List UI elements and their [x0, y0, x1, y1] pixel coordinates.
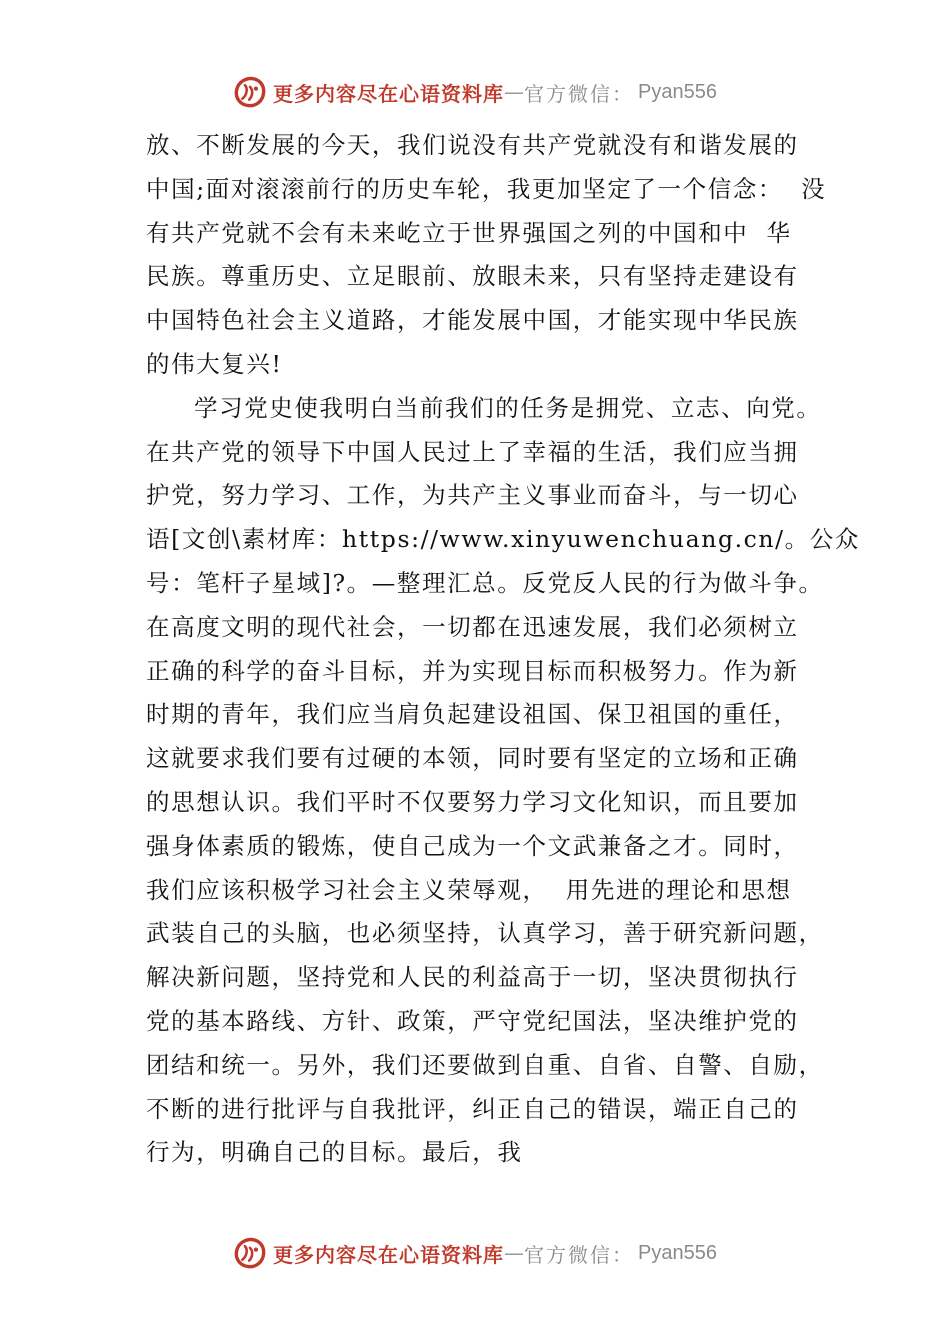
body-line: 我们应该积极学习社会主义荣辱观， 用先进的理论和思想 — [146, 875, 792, 904]
body-line: 中国;面对滚滚前行的历史车轮，我更加坚定了一个信念： 没 — [146, 174, 827, 203]
body-line: 号：笔杆子星域]?。—整理汇总。反党反人民的行为做斗争。 — [146, 568, 824, 597]
banner-wechat-id: Pyan556 — [638, 1241, 717, 1264]
document-body — [146, 124, 860, 1175]
banner-brand-text: 更多内容尽在心语资料库 — [273, 1242, 505, 1267]
banner-wechat-label: 官方微信： — [524, 1242, 635, 1267]
body-line: 放、不断发展的今天，我们说没有共产党就没有和谐发展的 — [146, 131, 799, 159]
banner-separator: — — [504, 80, 525, 104]
body-line: 党的基本路线、方针、政策，严守党纪国法，坚决维护党的 — [146, 1006, 799, 1035]
body-line: 武装自己的头脑，也必须坚持，认真学习，善于研究新问题， — [146, 919, 824, 948]
ink-circle-logo-icon — [233, 1236, 267, 1270]
footer-banner — [0, 1233, 950, 1273]
body-line: 在共产党的领导下中国人民过上了幸福的生活，我们应当拥 — [146, 437, 799, 466]
body-line: 的伟大复兴! — [146, 349, 283, 378]
body-line: 中国特色社会主义道路，才能发展中国，才能实现中华民族 — [146, 306, 799, 335]
banner-brand-text: 更多内容尽在心语资料库 — [273, 81, 505, 106]
body-line: 解决新问题，坚持党和人民的利益高于一切，坚决贯彻执行 — [146, 963, 799, 992]
body-line: 这就要求我们要有过硬的本领，同时要有坚定的立场和正确 — [146, 744, 799, 773]
body-line: 正确的科学的奋斗目标，并为实现目标而积极努力。作为新 — [146, 656, 799, 685]
body-line: 语[文创\素材库：https://www.xinyuwenchuang.cn/。公众 — [146, 525, 860, 554]
banner-wechat-id: Pyan556 — [638, 80, 717, 103]
banner-wechat-label: 官方微信： — [524, 81, 635, 106]
header-banner — [0, 72, 950, 112]
body-line: 护党，努力学习、工作，为共产主义事业而奋斗，与一切心 — [146, 481, 799, 510]
paragraph-first-line: 学习党史使我明白当前我们的任务是拥党、立志、向党。 — [194, 393, 822, 422]
body-line: 在高度文明的现代社会，一切都在迅速发展，我们必须树立 — [146, 612, 799, 641]
body-line: 民族。尊重历史、立足眼前、放眼未来，只有坚持走建设有 — [146, 262, 799, 291]
ink-circle-logo-icon — [233, 75, 267, 109]
body-line: 强身体素质的锻炼，使自己成为一个文武兼备之才。同时， — [146, 831, 799, 860]
body-line: 的思想认识。我们平时不仅要努力学习文化知识，而且要加 — [146, 787, 799, 816]
body-line: 时期的青年，我们应当肩负起建设祖国、保卫祖国的重任， — [146, 700, 799, 729]
body-line: 团结和统一。另外，我们还要做到自重、自省、自警、自励， — [146, 1050, 824, 1079]
body-line: 行为，明确自己的目标。最后，我 — [146, 1138, 523, 1167]
banner-separator: — — [504, 1241, 525, 1265]
body-line: 不断的进行批评与自我批评，纠正自己的错误，端正自己的 — [146, 1094, 799, 1123]
body-line: 有共产党就不会有未来屹立于世界强国之列的中国和中 华 — [146, 218, 792, 247]
